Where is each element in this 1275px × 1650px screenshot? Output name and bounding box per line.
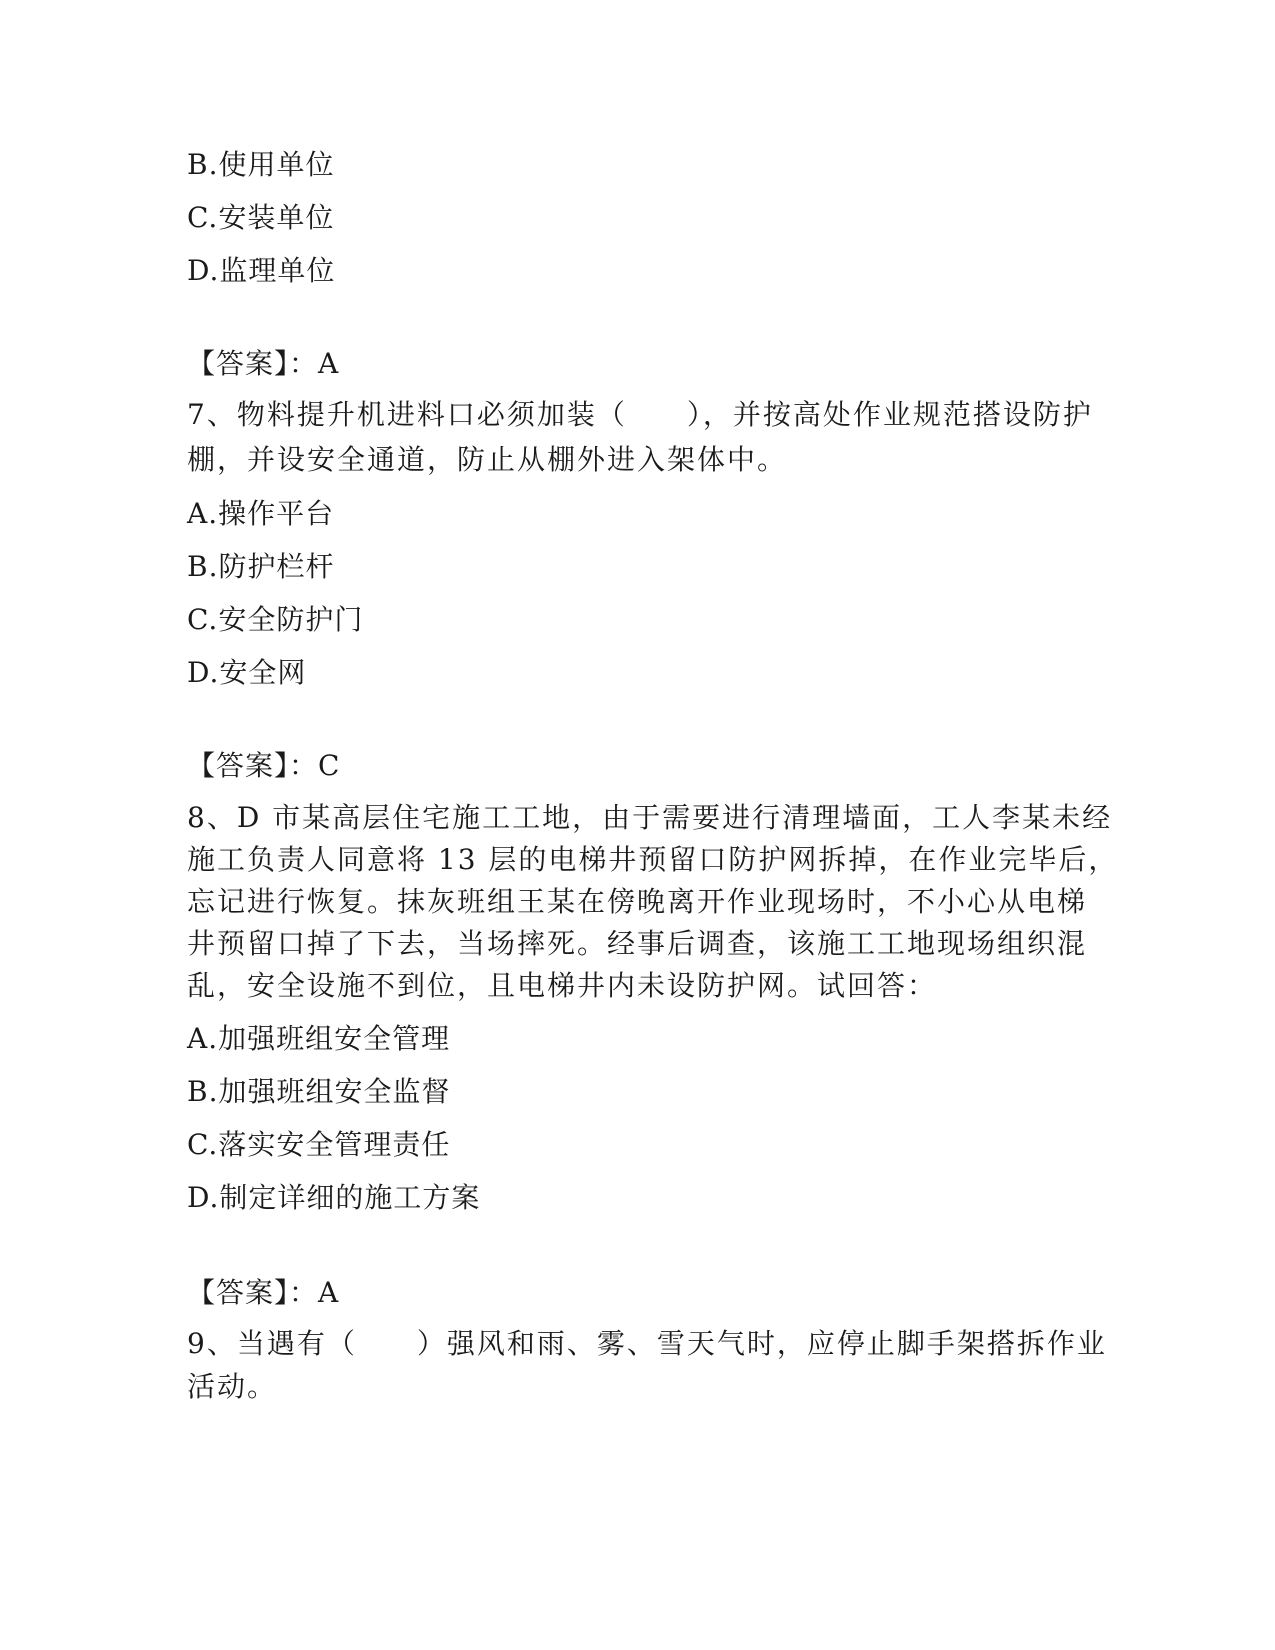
- q8-stem-line-1: 8、D 市某高层住宅施工工地，由于需要进行清理墙面，工人李某未经: [187, 801, 1113, 834]
- q9-stem-line-1: 9、当遇有（ ）强风和雨、雾、雪天气时，应停止脚手架搭拆作业: [187, 1327, 1107, 1360]
- q9-stem-line-2: 活动。: [187, 1370, 278, 1403]
- q7-option-a: A.操作平台: [187, 497, 335, 530]
- q8-stem-line-3: 忘记进行恢复。抹灰班组王某在傍晚离开作业现场时，不小心从电梯: [187, 885, 1088, 918]
- q8-option-d: D.制定详细的施工方案: [187, 1181, 481, 1214]
- q8-option-b: B.加强班组安全监督: [187, 1075, 451, 1108]
- q8-option-c: C.落实安全管理责任: [187, 1128, 451, 1161]
- q8-stem-line-2: 施工负责人同意将 13 层的电梯井预留口防护网拆掉，在作业完毕后，: [187, 843, 1119, 876]
- q6-option-d: D.监理单位: [187, 254, 336, 287]
- q8-answer: 【答案】：A: [187, 1276, 340, 1309]
- q6-answer: 【答案】：A: [187, 347, 340, 380]
- q7-stem-line-1: 7、物料提升机进料口必须加装（ ），并按高处作业规范搭设防护: [187, 398, 1093, 431]
- q7-option-b: B.防护栏杆: [187, 550, 335, 583]
- q8-stem-line-5: 乱，安全设施不到位，且电梯井内未设防护网。试回答：: [187, 969, 938, 1002]
- q7-answer: 【答案】：C: [187, 749, 341, 782]
- q7-option-d: D.安全网: [187, 656, 307, 689]
- q7-stem-line-2: 棚，并设安全通道，防止从棚外进入架体中。: [187, 443, 788, 476]
- q6-option-b: B.使用单位: [187, 148, 335, 181]
- q6-option-c: C.安装单位: [187, 201, 335, 234]
- q8-option-a: A.加强班组安全管理: [187, 1022, 451, 1055]
- q8-stem-line-4: 井预留口掉了下去，当场摔死。经事后调查，该施工工地现场组织混: [187, 927, 1088, 960]
- q7-option-c: C.安全防护门: [187, 603, 364, 636]
